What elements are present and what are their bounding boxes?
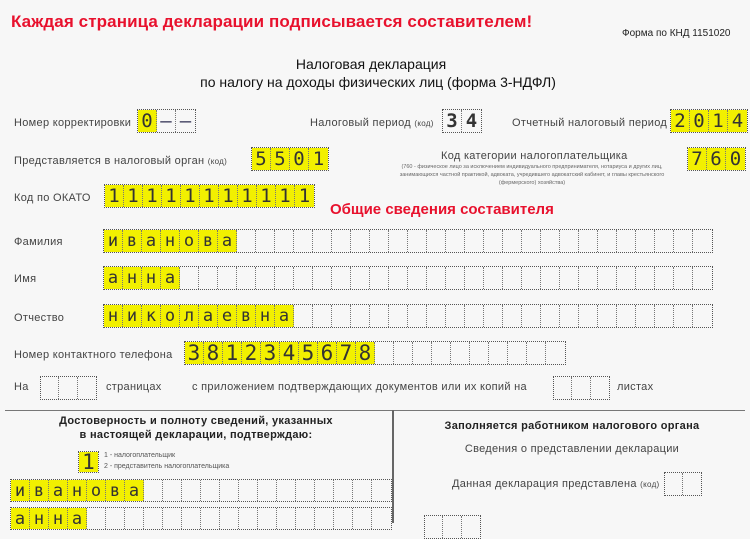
tax-period-field[interactable] xyxy=(442,109,482,133)
char-cell xyxy=(484,267,503,289)
char-cell: – xyxy=(157,110,176,132)
char-cell xyxy=(546,342,565,364)
char-cell xyxy=(87,508,106,529)
char-cell xyxy=(560,267,579,289)
char-cell xyxy=(144,480,163,501)
char-cell xyxy=(163,480,182,501)
section-title: Общие сведения составителя xyxy=(330,201,554,218)
char-cell: л xyxy=(180,305,199,327)
char-cell xyxy=(665,473,683,495)
char-cell xyxy=(484,305,503,327)
char-cell xyxy=(693,267,712,289)
char-cell xyxy=(294,267,313,289)
pages-label: страницах xyxy=(106,381,162,393)
char-cell: 0 xyxy=(138,110,157,132)
char-cell: 1 xyxy=(162,185,181,207)
char-cell: а xyxy=(161,267,180,289)
char-cell xyxy=(446,230,465,252)
char-cell xyxy=(598,305,617,327)
char-cell: в xyxy=(30,480,49,501)
char-cell xyxy=(591,377,609,399)
submitted-label: Данная декларация представлена (код) xyxy=(452,478,660,490)
okato-label: Код по ОКАТО xyxy=(14,192,91,204)
char-cell xyxy=(541,305,560,327)
tax-authority-label: Представляется в налоговый орган (код) xyxy=(14,155,228,167)
char-cell xyxy=(351,305,370,327)
char-cell: 4 xyxy=(465,110,478,132)
char-cell: в xyxy=(123,230,142,252)
char-cell: 1 xyxy=(257,185,276,207)
char-cell xyxy=(527,342,546,364)
char-cell xyxy=(370,305,389,327)
char-cell xyxy=(296,508,315,529)
char-cell xyxy=(275,267,294,289)
char-cell xyxy=(465,305,484,327)
char-cell xyxy=(220,508,239,529)
char-cell: 7 xyxy=(688,148,707,170)
char-cell xyxy=(239,480,258,501)
char-cell: н xyxy=(142,267,161,289)
name-label: Имя xyxy=(14,273,37,285)
char-cell xyxy=(636,267,655,289)
char-cell xyxy=(617,267,636,289)
char-cell xyxy=(579,230,598,252)
char-cell xyxy=(443,516,461,538)
form-subtitle: по налогу на доходы физических лиц (форма 3-НДФЛ) xyxy=(200,74,556,90)
char-cell: а xyxy=(275,305,294,327)
char-cell: и xyxy=(104,230,123,252)
char-cell xyxy=(554,377,572,399)
tax-period-label: Налоговый период (код) xyxy=(310,117,434,129)
char-cell xyxy=(427,267,446,289)
char-cell xyxy=(636,305,655,327)
char-cell: 6 xyxy=(318,342,337,364)
char-cell: 1 xyxy=(709,110,728,132)
char-cell xyxy=(372,480,391,501)
char-cell: 1 xyxy=(276,185,295,207)
char-cell xyxy=(432,342,451,364)
char-cell: н xyxy=(49,508,68,529)
char-cell xyxy=(508,342,527,364)
char-cell xyxy=(256,230,275,252)
char-cell: о xyxy=(180,230,199,252)
char-cell xyxy=(370,267,389,289)
char-cell xyxy=(598,267,617,289)
char-cell: 4 xyxy=(280,342,299,364)
patronymic-field[interactable] xyxy=(103,304,713,328)
char-cell xyxy=(503,267,522,289)
confirmation-title-2: в настоящей декларации, подтверждаю: xyxy=(79,429,313,441)
char-cell xyxy=(693,305,712,327)
char-cell xyxy=(655,230,674,252)
char-cell xyxy=(315,480,334,501)
char-cell: н xyxy=(161,230,180,252)
char-cell: н xyxy=(30,508,49,529)
char-cell: а xyxy=(104,267,123,289)
char-cell: 5 xyxy=(271,148,290,170)
attachments-label: с приложением подтверждающих документов или их копий на xyxy=(192,381,527,393)
char-cell xyxy=(313,230,332,252)
signature-warning: Каждая страница декларации подписывается составителем! xyxy=(11,12,533,31)
payer-category-field[interactable] xyxy=(687,147,746,171)
char-cell: 3 xyxy=(443,110,462,132)
char-cell: 1 xyxy=(223,342,242,364)
char-cell: 1 xyxy=(79,452,98,472)
char-cell: а xyxy=(142,230,161,252)
char-cell xyxy=(465,230,484,252)
char-cell xyxy=(470,342,489,364)
char-cell xyxy=(425,516,443,538)
char-cell: о xyxy=(87,480,106,501)
char-cell xyxy=(106,508,125,529)
char-cell xyxy=(334,480,353,501)
tax-authority-code-field[interactable] xyxy=(251,147,329,171)
char-cell xyxy=(636,230,655,252)
char-cell: в xyxy=(199,230,218,252)
char-cell xyxy=(332,305,351,327)
char-cell xyxy=(674,267,693,289)
signer-name-field[interactable] xyxy=(10,507,392,530)
char-cell: 1 xyxy=(309,148,328,170)
char-cell xyxy=(144,508,163,529)
char-cell xyxy=(332,267,351,289)
char-cell xyxy=(522,267,541,289)
pages-prefix: На xyxy=(14,381,29,393)
char-cell xyxy=(465,267,484,289)
char-cell: а xyxy=(125,480,144,501)
char-cell: 0 xyxy=(690,110,709,132)
tax-office-subtitle: Сведения о представлении декларации xyxy=(464,443,680,455)
char-cell xyxy=(408,230,427,252)
char-cell xyxy=(277,508,296,529)
char-cell xyxy=(598,230,617,252)
char-cell: а xyxy=(199,305,218,327)
char-cell: 1 xyxy=(219,185,238,207)
char-cell: а xyxy=(49,480,68,501)
phone-label: Номер контактного телефона xyxy=(14,349,173,361)
char-cell: 1 xyxy=(238,185,257,207)
signer-surname-field[interactable] xyxy=(10,479,392,502)
char-cell: в xyxy=(106,480,125,501)
char-cell xyxy=(413,342,432,364)
char-cell: 0 xyxy=(290,148,309,170)
correction-number-field[interactable] xyxy=(137,109,196,133)
char-cell xyxy=(294,230,313,252)
form-title: Налоговая декларация xyxy=(295,56,447,72)
char-cell xyxy=(503,230,522,252)
char-cell xyxy=(199,267,218,289)
char-cell: 7 xyxy=(337,342,356,364)
char-cell xyxy=(693,230,712,252)
char-cell xyxy=(180,267,199,289)
char-cell: 3 xyxy=(261,342,280,364)
char-cell xyxy=(617,305,636,327)
char-cell xyxy=(462,516,480,538)
char-cell xyxy=(182,508,201,529)
char-cell xyxy=(275,230,294,252)
char-cell: а xyxy=(218,230,237,252)
confirmation-title-1: Достоверность и полноту сведений, указанных xyxy=(59,415,333,427)
char-cell xyxy=(451,342,470,364)
char-cell xyxy=(294,305,313,327)
char-cell xyxy=(572,377,590,399)
char-cell xyxy=(315,508,334,529)
char-cell: и xyxy=(123,305,142,327)
char-cell: 1 xyxy=(200,185,219,207)
payer-category-note: (760 - физическое лицо за исключением индивидуального предпринимателя, нотариуса и других лиц, занимающихся частной практикой, адвоката, учредившего адвокатский кабинет, и главы крестьянского (фермерского) хозяйства) xyxy=(399,164,665,186)
char-cell xyxy=(674,305,693,327)
char-cell xyxy=(218,267,237,289)
char-cell: к xyxy=(142,305,161,327)
char-cell xyxy=(41,377,59,399)
char-cell xyxy=(351,230,370,252)
char-cell: а xyxy=(68,508,87,529)
char-cell xyxy=(389,230,408,252)
reporting-year-label: Отчетный налоговый период xyxy=(512,117,668,129)
char-cell xyxy=(182,480,201,501)
section-divider xyxy=(5,410,745,411)
char-cell xyxy=(579,305,598,327)
char-cell: н xyxy=(68,480,87,501)
char-cell: 1 xyxy=(124,185,143,207)
char-cell xyxy=(163,508,182,529)
char-cell xyxy=(370,230,389,252)
char-cell xyxy=(541,230,560,252)
char-cell xyxy=(408,267,427,289)
char-cell: и xyxy=(11,480,30,501)
char-cell: 0 xyxy=(726,148,745,170)
char-cell xyxy=(489,342,508,364)
correction-label: Номер корректировки xyxy=(14,117,132,129)
reporting-year-field[interactable] xyxy=(670,109,748,133)
char-cell xyxy=(389,305,408,327)
char-cell: 2 xyxy=(242,342,261,364)
char-cell xyxy=(277,480,296,501)
char-cell xyxy=(394,342,413,364)
char-cell xyxy=(655,305,674,327)
char-cell: 1 xyxy=(143,185,162,207)
char-cell xyxy=(220,480,239,501)
char-cell xyxy=(617,230,636,252)
char-cell: 1 xyxy=(295,185,314,207)
confirmer-option-2: 2 - представитель налогоплательщика xyxy=(104,463,230,470)
char-cell: 8 xyxy=(356,342,375,364)
char-cell xyxy=(522,230,541,252)
char-cell xyxy=(674,230,693,252)
patronymic-label: Отчество xyxy=(14,312,65,324)
char-cell: 8 xyxy=(204,342,223,364)
submitted-code-field[interactable] xyxy=(664,472,702,496)
char-cell xyxy=(334,508,353,529)
confirmer-type-field[interactable] xyxy=(78,451,99,473)
char-cell xyxy=(372,508,391,529)
sheets-count-field[interactable] xyxy=(553,376,610,400)
char-cell xyxy=(579,267,598,289)
char-cell xyxy=(237,230,256,252)
char-cell xyxy=(256,267,275,289)
char-cell xyxy=(389,267,408,289)
char-cell xyxy=(541,267,560,289)
char-cell: н xyxy=(104,305,123,327)
name-field[interactable] xyxy=(103,266,713,290)
tax-office-title: Заполняется работником налогового органа xyxy=(444,420,700,432)
char-cell: в xyxy=(237,305,256,327)
char-cell xyxy=(313,267,332,289)
char-cell xyxy=(503,305,522,327)
char-cell: 6 xyxy=(707,148,726,170)
char-cell xyxy=(296,480,315,501)
char-cell xyxy=(237,267,256,289)
form-code: Форма по КНД 1151020 xyxy=(622,28,731,39)
char-cell xyxy=(332,230,351,252)
sheets-label: листах xyxy=(617,381,654,393)
char-cell xyxy=(375,342,394,364)
char-cell: о xyxy=(161,305,180,327)
char-cell xyxy=(522,305,541,327)
pages-count-field[interactable] xyxy=(40,376,97,400)
char-cell xyxy=(313,305,332,327)
char-cell xyxy=(59,377,77,399)
char-cell: н xyxy=(123,267,142,289)
char-cell xyxy=(560,230,579,252)
surname-field[interactable] xyxy=(103,229,713,253)
char-cell xyxy=(353,480,372,501)
char-cell: а xyxy=(11,508,30,529)
char-cell xyxy=(258,508,277,529)
char-cell xyxy=(446,267,465,289)
char-cell xyxy=(484,230,503,252)
char-cell xyxy=(201,480,220,501)
char-cell: – xyxy=(179,110,192,132)
char-cell xyxy=(408,305,427,327)
char-cell xyxy=(427,230,446,252)
char-cell xyxy=(353,508,372,529)
char-cell: н xyxy=(256,305,275,327)
char-cell: 3 xyxy=(185,342,204,364)
char-cell xyxy=(239,508,258,529)
char-cell: 2 xyxy=(671,110,690,132)
char-cell: 1 xyxy=(181,185,200,207)
char-cell xyxy=(655,267,674,289)
tax-office-extra-field[interactable] xyxy=(424,515,481,539)
char-cell xyxy=(560,305,579,327)
confirmer-option-1: 1 - налогоплательщик xyxy=(104,452,176,459)
char-cell xyxy=(427,305,446,327)
payer-category-label: Код категории налогоплательщика xyxy=(441,150,628,162)
char-cell: 1 xyxy=(105,185,124,207)
char-cell: 5 xyxy=(299,342,318,364)
char-cell xyxy=(258,480,277,501)
char-cell: 5 xyxy=(252,148,271,170)
char-cell xyxy=(446,305,465,327)
char-cell: е xyxy=(218,305,237,327)
phone-field[interactable] xyxy=(184,341,566,365)
char-cell xyxy=(351,267,370,289)
char-cell xyxy=(125,508,144,529)
okato-field[interactable] xyxy=(104,184,315,208)
char-cell: 4 xyxy=(728,110,747,132)
surname-label: Фамилия xyxy=(14,236,63,248)
char-cell xyxy=(201,508,220,529)
char-cell xyxy=(683,473,701,495)
char-cell xyxy=(78,377,96,399)
